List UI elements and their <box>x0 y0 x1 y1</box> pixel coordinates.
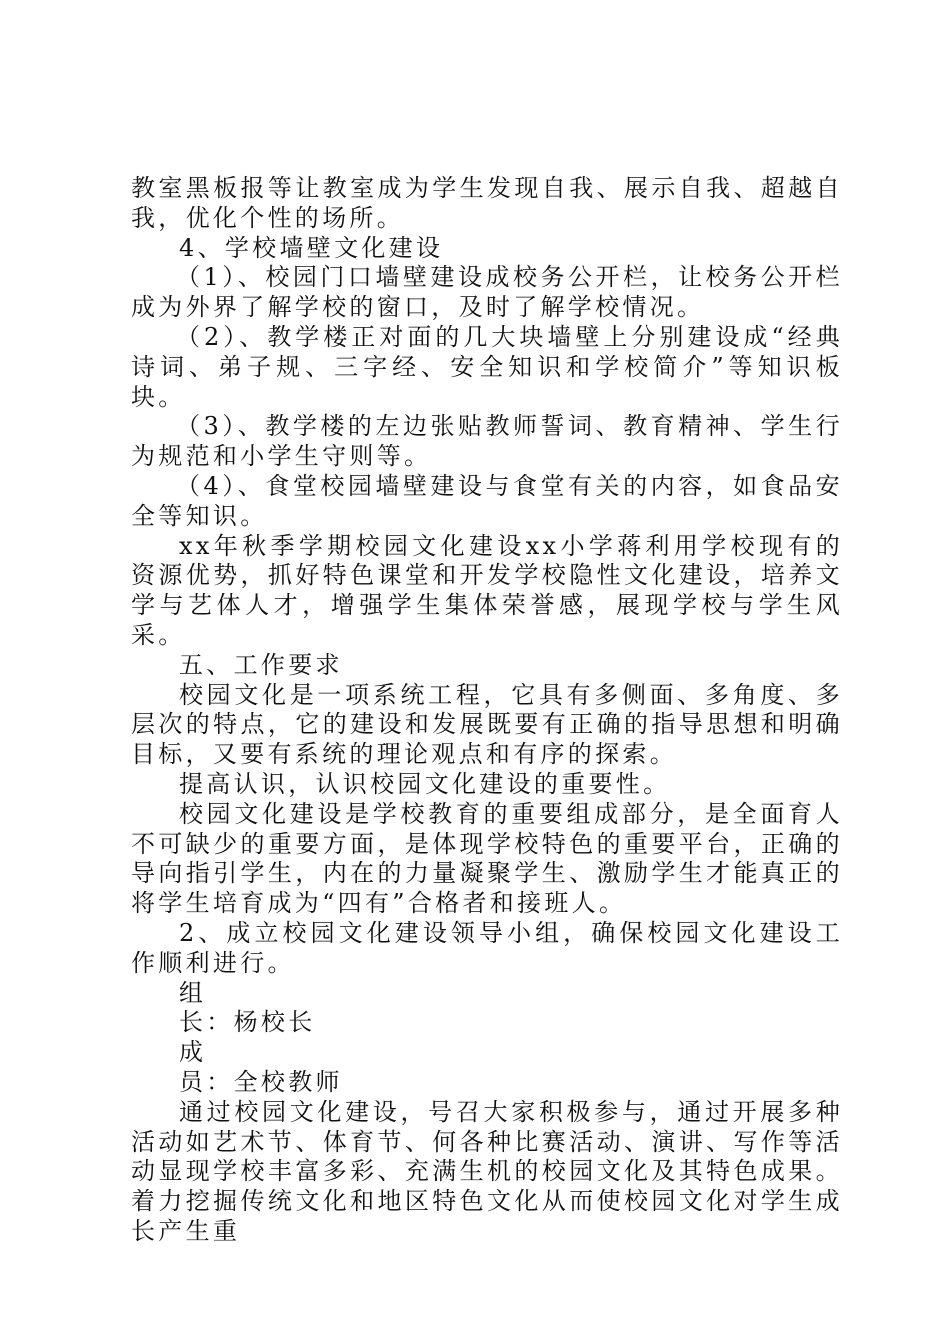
group-members-value: 员：全校教师 <box>179 1067 343 1096</box>
paragraph-autumn-semester: xx年秋季学期校园文化建设xx小学蒋利用学校现有的资源优势，抓好特色课堂和开发学校隐性文化建设，培养文学与艺体人才，增强学生集体荣誉感，展现学校与学生风采。 <box>131 531 843 649</box>
paragraph-item-3: （3）、教学楼的左边张贴教师誓词、教育精神、学生行为规范和小学生守则等。 <box>131 412 843 471</box>
document-body <box>131 174 843 1247</box>
group-leader-value: 长：杨校长 <box>179 1008 316 1037</box>
heading-wall-culture: 4、学校墙壁文化建设 <box>179 233 444 262</box>
paragraph-item-2: （2）、教学楼正对面的几大块墙壁上分别建设成“经典诗词、弟子规、三字经、安全知识和学校简介”等知识板块。 <box>131 322 843 411</box>
paragraph-leadership-group: 2、成立校园文化建设领导小组，确保校园文化建设工作顺利进行。 <box>131 918 843 977</box>
paragraph-activities: 通过校园文化建设，号召大家积极参与，通过开展多种活动如艺术节、体育节、何各种比赛活动、演讲、写作等活动显现学校丰富多彩、充满生机的校园文化及其特色成果。着力挖掘传统文化和地区特色文化从而使校园文化对学生成长产生重 <box>131 1097 843 1245</box>
paragraph-importance: 校园文化建设是学校教育的重要组成部分，是全面育人不可缺少的重要方面，是体现学校特色的重要平台，正确的导向指引学生，内在的力量凝聚学生、激励学生才能真正的将学生培育成为“四有”合格者和接班人。 <box>131 799 843 918</box>
heading-work-requirements: 五、工作要求 <box>179 650 343 679</box>
paragraph-item-1: （1）、校园门口墙壁建设成校务公开栏，让校务公开栏成为外界了解学校的窗口，及时了解学校情况。 <box>131 263 843 322</box>
paragraph-system-project: 校园文化是一项系统工程，它具有多侧面、多角度、多层次的特点，它的建设和发展既要有正确的指导思想和明确目标，又要有系统的理论观点和有序的探索。 <box>131 680 843 769</box>
paragraph-item-4: （4）、食堂校园墙壁建设与食堂有关的内容，如食品安全等知识。 <box>131 471 843 530</box>
group-leader-label: 组 <box>179 978 207 1007</box>
paragraph-raise-awareness: 提高认识，认识校园文化建设的重要性。 <box>179 769 671 798</box>
group-members-label: 成 <box>179 1038 207 1067</box>
paragraph-classroom-blackboard: 教室黑板报等让教室成为学生发现自我、展示自我、超越自我，优化个性的场所。 <box>131 174 843 232</box>
